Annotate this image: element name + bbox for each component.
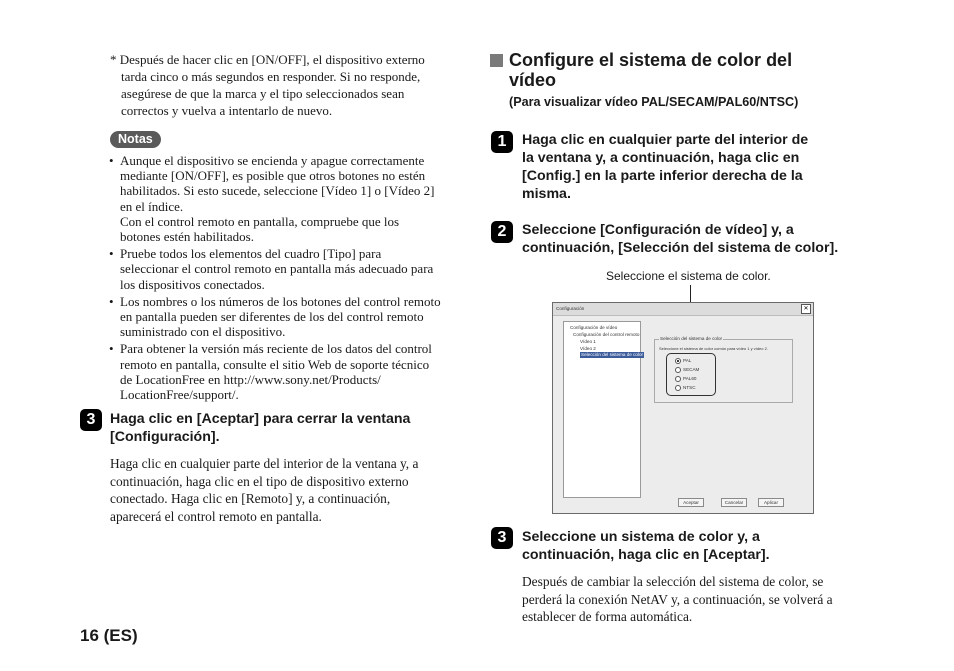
step-3-body (110, 455, 470, 525)
note-line: correctos y vuelva a intentarlo de nuevo. (121, 103, 333, 118)
notes-list (109, 153, 469, 404)
radio-highlight-ring (666, 353, 716, 396)
aceptar-button[interactable]: Aceptar (678, 498, 704, 507)
step-line: [Config.] en la parte inferior derecha de la (522, 168, 803, 184)
bullet-line: mediante [ON/OFF], es posible que otros botones no estén (120, 168, 426, 184)
body-line: continuación, haga clic en el tipo de dispositivo externo (110, 473, 409, 489)
top-asterisk-note (110, 51, 460, 119)
bullet-line: los dispositivos conectados. (120, 276, 265, 292)
note-line: * Después de hacer clic en [ON/OFF], el dispositivo externo (110, 52, 425, 67)
list-item (109, 153, 469, 244)
tree-item-video-1[interactable]: Vídeo 1 (580, 339, 596, 344)
aplicar-button[interactable]: Aplicar (758, 498, 784, 507)
title-line: Configure el sistema de color del (509, 50, 793, 70)
bullet-line: habilitados. Si esto sucede, seleccione [Vídeo 1] o [Vídeo 2] (120, 183, 435, 199)
callout-label: Seleccione el sistema de color. (606, 269, 771, 283)
step-3-right-number-badge: 3 (491, 527, 513, 549)
list-item (109, 341, 469, 402)
step-line: continuación, [Selección del sistema de color]. (522, 240, 839, 256)
step-3-number-badge: 3 (80, 409, 102, 431)
notas-badge: Notas (110, 131, 161, 148)
radio-label: PAL (683, 358, 692, 363)
tree-item-video-config[interactable]: Configuración de vídeo (570, 325, 618, 330)
tree-item-video-2[interactable]: Vídeo 2 (580, 346, 596, 351)
cancelar-button[interactable]: Cancelar (721, 498, 747, 507)
step-3-right-text (522, 528, 902, 564)
bullet-line: • Pruebe todos los elementos del cuadro [Tipo] para (120, 246, 382, 262)
step-3-right-body (522, 573, 902, 626)
dialog-title: Configuración (556, 306, 585, 311)
step-2-text (522, 221, 902, 257)
dialog-titlebar (553, 303, 813, 316)
step-line: la ventana y, a continuación, haga clic en (522, 150, 800, 166)
bullet-line: botones estén habilitados. (120, 229, 254, 245)
tree-item-color-system[interactable]: Selección del sistema de color (581, 352, 644, 357)
body-line: establecer de forma automática. (522, 609, 693, 624)
groupbox-title: Selección del sistema de color (660, 336, 723, 341)
body-line: Haga clic en cualquier parte del interior de la ventana y, a (110, 456, 419, 471)
note-line: tarda cinco o más segundos en responder. Si no responde, (121, 69, 421, 84)
bullet-line: suministrado con el dispositivo. (120, 324, 286, 340)
heading-line: Haga clic en [Aceptar] para cerrar la ventana (110, 411, 411, 427)
bullet-line: • Para obtener la versión más reciente de los datos del control (120, 341, 432, 357)
bullet-line: de LocationFree en http://www.sony.net/Products/ (120, 371, 381, 387)
heading-line: [Configuración]. (110, 429, 220, 445)
step-1-text (522, 131, 902, 203)
tree-item-remote-config[interactable]: Configuración del control remoto (573, 332, 640, 337)
section-marker-icon (490, 54, 503, 67)
page-number: 16 (ES) (80, 626, 138, 645)
step-line: continuación, haga clic en [Aceptar]. (522, 547, 770, 563)
bullet-line: Con el control remoto en pantalla, compruebe que los (120, 213, 400, 229)
step-line: Seleccione un sistema de color y, a (522, 529, 760, 545)
body-line: Después de cambiar la selección del sistema de color, se (522, 574, 824, 589)
body-line: perderá la conexión NetAV y, a continuación, se volverá a (522, 591, 833, 607)
step-line: Seleccione [Configuración de vídeo] y, a (522, 222, 794, 238)
title-line: vídeo (509, 70, 557, 90)
step-1-number-badge: 1 (491, 131, 513, 153)
body-line: aparecerá el control remoto en pantalla. (110, 508, 322, 524)
step-3-heading (110, 410, 470, 446)
section-title (509, 50, 792, 90)
bullet-line: • Los nombres o los números de los botones del control remoto (120, 293, 441, 309)
settings-tree (563, 321, 644, 498)
groupbox-instruction: Seleccione el sistema de color común para vídeo 1 y vídeo 2. (659, 346, 768, 351)
step-2-number-badge: 2 (491, 221, 513, 243)
section-subtitle: (Para visualizar vídeo PAL/SECAM/PAL60/NTSC) (509, 95, 799, 109)
step-line: misma. (522, 186, 571, 202)
radio-label: SECAM (683, 367, 700, 372)
bullet-line: en el índice. (120, 198, 184, 214)
list-item (109, 246, 469, 292)
configuracion-dialog (552, 302, 814, 514)
bullet-line: en pantalla pueden ser diferentes de los del control remoto (120, 309, 424, 325)
note-line: asegúrese de que la marca y el tipo seleccionados sean (121, 86, 405, 101)
bullet-line: remoto en pantalla, consulte el sitio Web de soporte técnico (120, 356, 430, 372)
body-line: conectado. Haga clic en [Remoto] y, a continuación, (110, 491, 391, 506)
bullet-line: • Aunque el dispositivo se encienda y apague correctamente (120, 153, 425, 168)
bullet-line: LocationFree/support/. (120, 387, 239, 403)
radio-label: PAL60 (683, 376, 697, 381)
list-item (109, 294, 469, 340)
radio-label: NTSC (683, 385, 696, 390)
close-icon[interactable]: ✕ (801, 304, 811, 314)
step-line: Haga clic en cualquier parte del interior de (522, 132, 809, 148)
bullet-line: seleccionar el control remoto en pantalla más adecuado para (120, 261, 434, 277)
